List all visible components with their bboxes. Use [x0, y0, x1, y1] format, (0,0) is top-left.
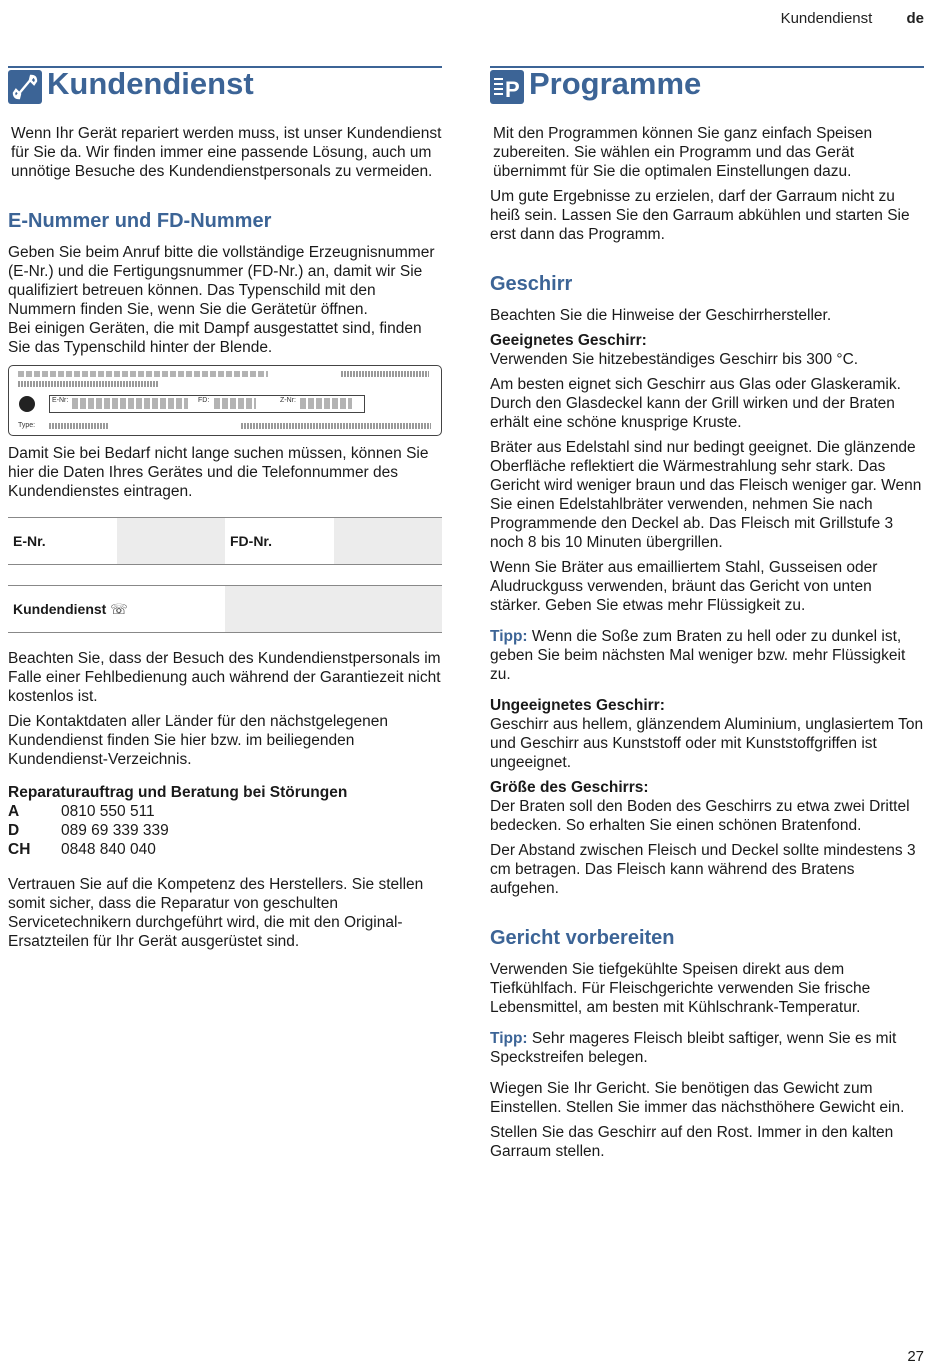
plate-text-line — [18, 371, 268, 377]
heading-gericht-vorbereiten: Gericht vorbereiten — [490, 927, 675, 949]
paragraph-edelstahl: Bräter aus Edelstahl sind nur bedingt geeignet. Die glänzende Oberfläche reflektiert die Wärmestrahlung sehr stark. Das Gericht wird weniger braun und das Fleisch weniger gar. Wenn Sie einen Edelstahlbräter verwenden, nehmen Sie nach Programmende den Deckel ab. Das Fleisch mit Grillstufe 3 noch 8 bis 10 Minuten übergrillen. — [490, 439, 922, 551]
plate-fd-label: FD: — [198, 397, 210, 404]
label-kundendienst: Kundendienst ☏ — [13, 600, 128, 617]
paragraph-e-nummer: Geben Sie beim Anruf bitte die vollständige Erzeugnisnummer (E-Nr.) und die Fertigungsnummer (FD-Nr.) an, damit wir Sie qualifiziert betreuen können. Das Typenschild mit den Nummern finden Sie, wenn Sie die Gerätetür öffnen. — [8, 244, 435, 318]
paragraph-garraum: Um gute Ergebnisse zu erzielen, darf der Garraum nicht zu heiß sein. Lassen Sie den Garraum abkühlen und starten Sie erst dann das Programm. — [490, 188, 910, 243]
phone-number: 0848 840 040 — [61, 841, 156, 858]
plate-znr-label: Z-Nr: — [280, 397, 296, 404]
paragraph-tiefgekuehlt: Verwenden Sie tiefgekühlte Speisen direkt aus dem Tiefkühlfach. Für Fleischgerichte verwenden Sie frische Lebensmittel, am besten mit Kühlschrank-Temperatur. — [490, 961, 871, 1016]
phone-row-d — [8, 821, 442, 840]
phone-icon — [8, 70, 42, 104]
chapter-programme — [490, 66, 924, 114]
phone-list — [8, 802, 442, 859]
rating-plate-illustration — [8, 365, 442, 436]
right-column — [490, 66, 924, 1167]
plate-enr-value — [72, 398, 188, 409]
form-spacer — [8, 564, 442, 585]
groesse-text: Der Braten soll den Boden des Geschirrs zu etwa zwei Drittel bedecken. So erhalten Sie einen schönen Bratenfond. — [490, 798, 910, 834]
chapter-title: Programme — [529, 66, 702, 101]
country-code: A — [8, 803, 20, 820]
field-fd-nr[interactable] — [334, 518, 443, 564]
phone-number: 089 69 339 339 — [61, 822, 169, 839]
tip-sosse — [490, 627, 924, 684]
heading-e-nummer: E-Nummer und FD-Nummer — [8, 210, 272, 232]
tip-label: Tipp: — [490, 628, 528, 645]
paragraph-hersteller: Vertrauen Sie auf die Kompetenz des Herstellers. Sie stellen somit sicher, dass die Reparatur von geschulten Servicetechnikern durchgeführt wird, die mit den Original-Ersatzteilen für Ihr Gerät ausgerüstet sind. — [8, 876, 424, 950]
chapter-kundendienst — [8, 66, 442, 114]
running-head — [781, 9, 924, 28]
running-head-section: Kundendienst — [780, 10, 873, 27]
paragraph-abstand: Der Abstand zwischen Fleisch und Deckel sollte mindestens 3 cm betragen. Das Fleisch kann während des Bratens aufgehen. — [490, 842, 916, 897]
ungeeignet-text: Geschirr aus hellem, glänzendem Aluminium, unglasiertem Ton und Geschirr aus Kunststoff oder mit Kunststoffgriffen ist ungeeignet. — [490, 716, 924, 771]
form-row-service — [8, 585, 442, 633]
svg-text:P: P — [505, 77, 520, 102]
plate-text-line — [18, 381, 158, 387]
brand-logo-icon — [19, 396, 35, 412]
field-kundendienst[interactable] — [225, 586, 442, 632]
ungeeignet-label: Ungeeignetes Geschirr: — [490, 697, 665, 714]
page-number: 27 — [907, 1348, 924, 1365]
groesse-label: Größe des Geschirrs: — [490, 779, 649, 796]
paragraph-emailliert: Wenn Sie Bräter aus emailliertem Stahl, Gusseisen oder Aludruckguss verwenden, bräunt das Gericht von unten stärker. Geben Sie etwas mehr Flüssigkeit zu. — [490, 559, 878, 614]
geeignet-text: Verwenden Sie hitzebeständiges Geschirr bis 300 °C. — [490, 351, 859, 368]
paragraph-eintragen: Damit Sie bei Bedarf nicht lange suchen müssen, können Sie hier die Daten Ihres Gerätes und die Telefonnummer des Kundendienstes eintragen. — [8, 445, 429, 500]
paragraph-wiegen: Wiegen Sie Ihr Gericht. Sie benötigen das Gewicht zum Einstellen. Stellen Sie immer das nächsthöhere Gewicht ein. — [490, 1080, 905, 1116]
country-code: CH — [8, 841, 31, 858]
plate-text-line — [341, 371, 429, 377]
intro-text: Wenn Ihr Gerät repariert werden muss, ist unser Kundendienst für Sie da. Wir finden immer eine passende Lösung, auch um unnötige Besuche des Kundendienstpersonals zu vermeiden. — [11, 125, 442, 180]
plate-znr-value — [300, 398, 352, 409]
paragraph-hinweise: Beachten Sie die Hinweise der Geschirrhersteller. — [490, 307, 832, 324]
paragraph-rost: Stellen Sie das Geschirr auf den Rost. Immer in den kalten Garraum stellen. — [490, 1124, 894, 1160]
plate-text-line — [241, 423, 431, 429]
plate-fd-value — [214, 398, 256, 409]
tip-text: Wenn die Soße zum Braten zu hell oder zu dunkel ist, geben Sie beim nächsten Mal weniger bzw. mehr Flüssigkeit zu. — [490, 628, 906, 683]
plate-type-value — [49, 423, 109, 429]
heading-geschirr: Geschirr — [490, 273, 573, 295]
paragraph-groesse — [490, 778, 924, 835]
form-row-numbers — [8, 517, 442, 564]
plate-number-box — [49, 395, 365, 413]
plate-type-label: Type: — [18, 422, 36, 429]
phone-number: 0810 550 511 — [61, 803, 155, 820]
intro-text: Mit den Programmen können Sie ganz einfach Speisen zubereiten. Sie wählen ein Programm und das Gerät übernimmt für Sie die optimalen Einstellungen dazu. — [493, 125, 873, 180]
paragraph-glas: Am besten eignet sich Geschirr aus Glas oder Glaskeramik. Durch den Glasdeckel kann der Grill wirken und der Braten erhält eine schöne knusprige Kruste. — [490, 376, 901, 431]
paragraph-ungeeignet — [490, 696, 924, 772]
country-code: D — [8, 822, 20, 839]
paragraph-dampf: Bei einigen Geräten, die mit Dampf ausgestattet sind, finden Sie das Typenschild hinter der Blende. — [8, 320, 422, 356]
field-e-nr[interactable] — [117, 518, 226, 564]
device-data-form — [8, 517, 442, 633]
geeignet-label: Geeignetes Geschirr: — [490, 332, 647, 349]
tip-text: Sehr mageres Fleisch bleibt saftiger, wenn Sie es mit Speckstreifen belegen. — [490, 1030, 897, 1066]
language-code: de — [906, 10, 924, 27]
phone-row-a — [8, 802, 442, 821]
paragraph-geeignet — [490, 331, 924, 369]
tip-speck — [490, 1029, 924, 1067]
label-e-nr: E-Nr. — [13, 532, 46, 549]
chapter-title: Kundendienst — [47, 66, 254, 101]
paragraph-garantie: Beachten Sie, dass der Besuch des Kundendienstpersonals im Falle einer Fehlbedienung auch während der Garantiezeit nicht kostenlos ist. — [8, 650, 441, 705]
phone-row-ch — [8, 840, 442, 859]
left-column — [8, 66, 442, 957]
plate-enr-label: E-Nr: — [52, 397, 69, 404]
tip-label: Tipp: — [490, 1030, 528, 1047]
program-icon — [490, 70, 524, 104]
repair-title: Reparaturauftrag und Beratung bei Störungen — [8, 784, 348, 801]
label-fd-nr: FD-Nr. — [230, 532, 272, 549]
paragraph-kontakt: Die Kontaktdaten aller Länder für den nächstgelegenen Kundendienst finden Sie hier bzw. im beiliegenden Kundendienst-Verzeichnis. — [8, 713, 389, 768]
